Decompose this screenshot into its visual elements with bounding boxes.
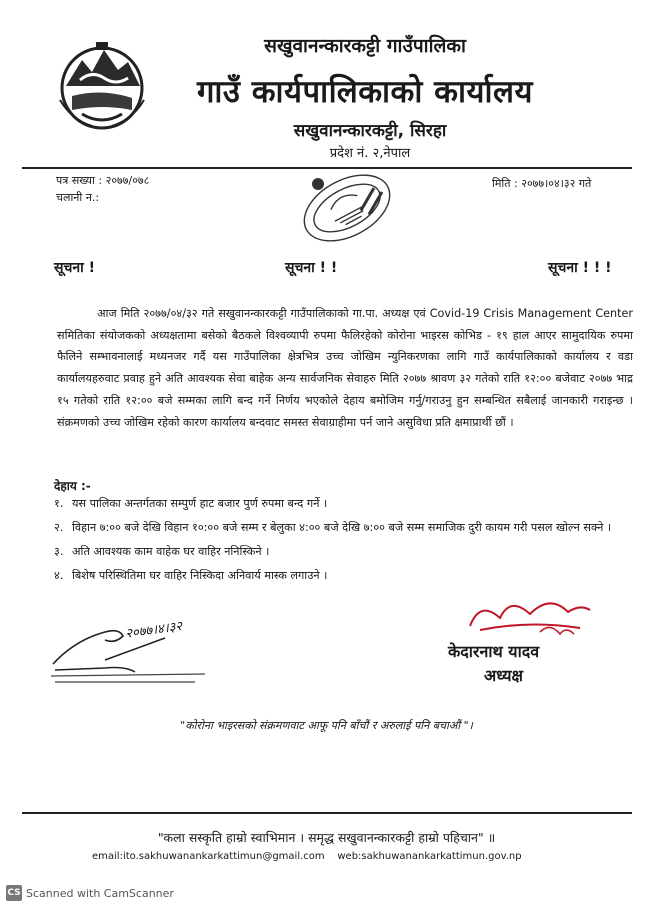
province: प्रदेश नं. २,नेपाल xyxy=(329,146,411,161)
directive-text: विहान ७:०० बजे देखि विहान १०:०० बजे सम्म र बेलुका ४:०० बजे देखि ७:०० बजे सम्म समाजिक दुरी कायम गरी पसल खोल्न सक्ने । xyxy=(72,521,612,534)
directive-number: १. xyxy=(54,497,64,510)
contact-line xyxy=(92,851,592,862)
office-title: गाउँ कार्यपालिकाको कार्यालय xyxy=(196,74,534,110)
directive-text: यस पालिका अन्तर्गतका सम्पुर्ण हाट बजार पुर्ण रुपमा बन्द गर्ने । xyxy=(72,497,328,510)
notice-body xyxy=(57,303,633,433)
directive-number: २. xyxy=(54,521,64,534)
website-address: web:sakhuwanankarkattimun.gov.np xyxy=(337,851,522,862)
notice-heading-right: सूचना ! ! ! xyxy=(548,260,612,276)
notice-heading-center: सूचना ! ! xyxy=(285,260,338,276)
camscanner-text: Scanned with CamScanner xyxy=(26,886,174,900)
culture-slogan: "कला सस्कृति हाम्रो स्वाभिमान । समृद्ध सखुवानन्कारकट्टी हाम्रो पहिचान" ॥ xyxy=(157,830,496,845)
directive-item xyxy=(54,542,634,562)
right-signature-scribble xyxy=(440,590,620,640)
office-address: सखुवानन्कारकट्टी, सिरहा xyxy=(293,121,447,141)
directive-item xyxy=(54,566,634,586)
directive-number: ३. xyxy=(54,545,64,558)
office-stamp xyxy=(292,168,402,248)
notice-heading-left: सूचना ! xyxy=(54,260,96,276)
directive-text: बिशेष परिस्थितिमा घर वाहिर निस्किदा अनिवार्य मास्क लगाउने । xyxy=(72,569,328,582)
directive-item xyxy=(54,494,634,514)
directives-list xyxy=(54,494,634,586)
email-address: email:ito.sakhuwanankarkattimun@gmail.com xyxy=(92,851,325,862)
directive-item xyxy=(54,518,634,538)
directives-heading: देहाय :- xyxy=(54,479,91,493)
municipality-name: सखुवानन्कारकट्टी गाउँपालिका xyxy=(264,35,466,57)
directive-text: अति आवश्यक काम वाहेक घर वाहिर ननिस्किने । xyxy=(72,545,270,558)
letter-number: पत्र सख्या : २०७७/०७८ xyxy=(56,174,150,187)
camscanner-icon: CS xyxy=(6,885,22,901)
camscanner-watermark xyxy=(6,885,174,901)
left-signature-date: २०७७।४।३२ xyxy=(124,619,184,642)
notice-paragraph: आज मिति २०७७/०४/३२ गते सखुवानन्कारकट्टी गाउँपालिकाको गा.पा. अध्यक्ष एवं Covid-19 Crisis Management Center समितिका संयोजकको अध्यक्षतामा बसेको बैठकले विश्वव्यापी रुपमा फैलिरहेको कोरोना भाइरस कोभिड - १९ हाल आएर सामुदायिक रुपमा फैलिने सम्भावनालाई मध्यनजर गर्दै यस गाउँपालिका क्षेत्रभित्र उच्च जोखिम न्युनिकरणका लागि गाउँ कार्यपालिकाको कार्यालय र वडा कार्यालयहरुवाट प्रवाह हुने अति आवश्यक सेवा बाहेक अन्य सार्वजनिक सेवाहरु मिति २०७७ श्रावण ३२ गतेको राति १२:०० बजेवाट २०७७ भाद्र १५ गतेको राति १२:०० बजे सम्मका लागि बन्द गर्ने निर्णय भएकोले देहाय बमोजिम गर्नु/गराउनु हुन सम्बन्धित सबैलाई जानकारी गराइन्छ । संक्रमणको उच्च जोखिम रहेको कारण कार्यालय बन्दवाट समस्त सेवाग्राहीमा पर्न जाने असुविधा प्रति क्षमाप्रार्थी छौं । xyxy=(57,307,633,429)
footer-divider xyxy=(22,812,632,814)
municipality-logo xyxy=(52,40,152,132)
chairperson-name: केदारनाथ यादव xyxy=(448,642,540,661)
dispatch-number: चलानी न.: xyxy=(56,191,100,204)
corona-slogan: "कोरोना भाइरसको संक्रमणवाट आफू पनि बाँचौं र अरुलाई पनि बचाऔं "। xyxy=(180,719,473,732)
directive-number: ४. xyxy=(54,569,64,582)
right-signature-block xyxy=(440,590,620,700)
chairperson-title: अध्यक्ष xyxy=(484,666,523,685)
left-signature-block xyxy=(45,610,245,690)
letter-date: मिति : २०७७।०४।३२ गते xyxy=(492,177,592,190)
